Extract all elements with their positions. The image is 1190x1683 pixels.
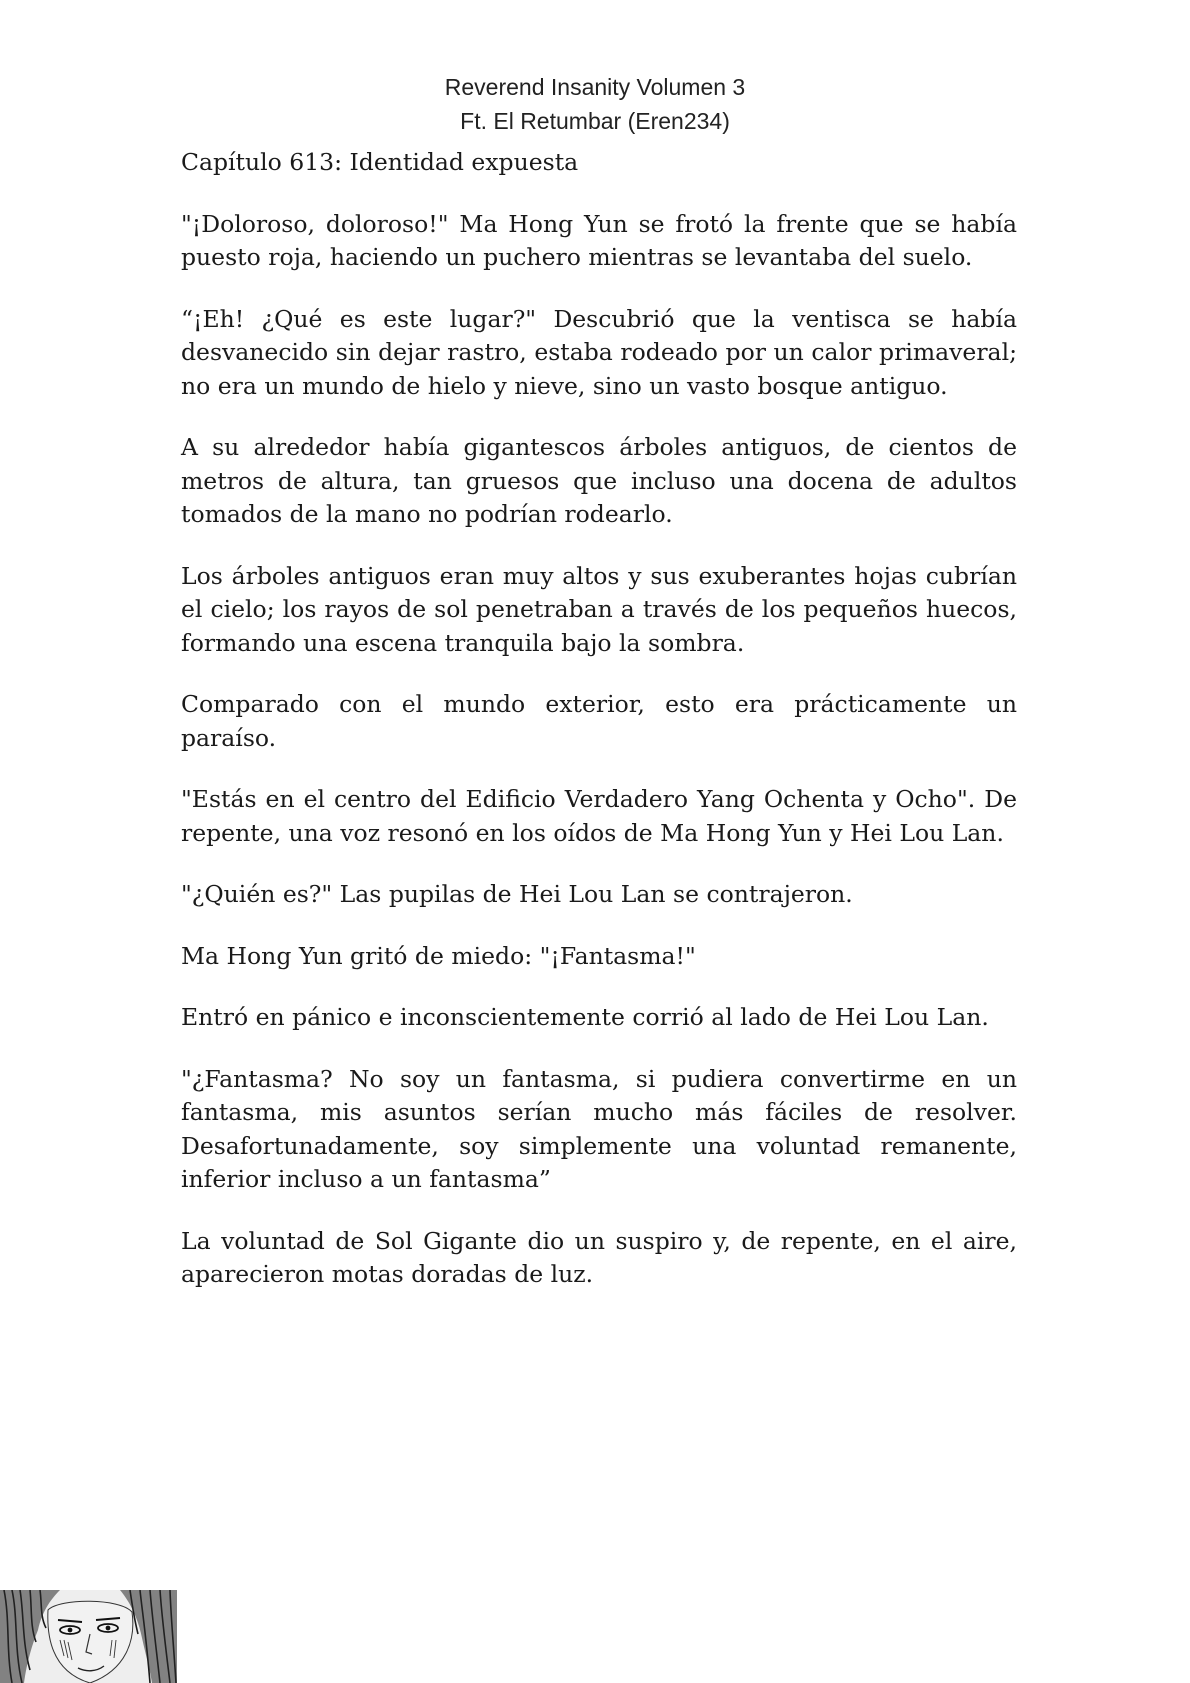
paragraph: "Estás en el centro del Edificio Verdadero Yang Ochenta y Ocho". De repente, una voz resonó en los oídos de Ma Hong Yun y Hei Lou Lan. — [181, 785, 1017, 847]
paragraph: "¿Quién es?" Las pupilas de Hei Lou Lan se contrajeron. — [181, 880, 853, 908]
paragraph: “¡Eh! ¿Qué es este lugar?" Descubrió que la ventisca se había desvanecido sin dejar rastro, estaba rodeado por un calor primaveral; no era un mundo de hielo y nieve, sino un vasto bosque antiguo. — [181, 304, 1017, 400]
header-subtitle: Ft. El Retumbar (Eren234) — [460, 108, 730, 134]
paragraph: A su alrededor había gigantescos árboles antiguos, de cientos de metros de altura, tan gruesos que incluso una docena de adultos tomados de la mano no podrían rodearlo. — [181, 433, 1017, 528]
portrait-sketch — [0, 1590, 177, 1683]
chapter-title: Capítulo 613: Identidad expuesta — [181, 148, 579, 176]
paragraph: Ma Hong Yun gritó de miedo: "¡Fantasma!" — [181, 941, 696, 970]
paragraph: "¿Fantasma? No soy un fantasma, si pudiera convertirme en un fantasma, mis asuntos serían mucho más fáciles de resolver. Desafortunadamente, soy simplemente una voluntad remanente, inferior incluso a un fantasma” — [181, 1064, 1017, 1193]
paragraph: Los árboles antiguos eran muy altos y sus exuberantes hojas cubrían el cielo; los rayos de sol penetraban a través de los pequeños huecos, formando una escena tranquila bajo la sombra. — [181, 561, 1017, 657]
header-title: Reverend Insanity Volumen 3 — [444, 74, 746, 100]
manga-portrait-image — [0, 1590, 177, 1683]
paragraph: Entró en pánico e inconscientemente corrió al lado de Hei Lou Lan. — [181, 1003, 989, 1031]
paragraph: "¡Doloroso, doloroso!" Ma Hong Yun se frotó la frente que se había puesto roja, haciendo un puchero mientras se levantaba del suelo. — [181, 209, 1017, 271]
paragraph: La voluntad de Sol Gigante dio un suspiro y, de repente, en el aire, aparecieron motas doradas de luz. — [181, 1226, 1017, 1288]
document-body — [181, 146, 1017, 1320]
document-header — [0, 70, 1190, 138]
paragraph: Comparado con el mundo exterior, esto era prácticamente un paraíso. — [181, 690, 1017, 752]
